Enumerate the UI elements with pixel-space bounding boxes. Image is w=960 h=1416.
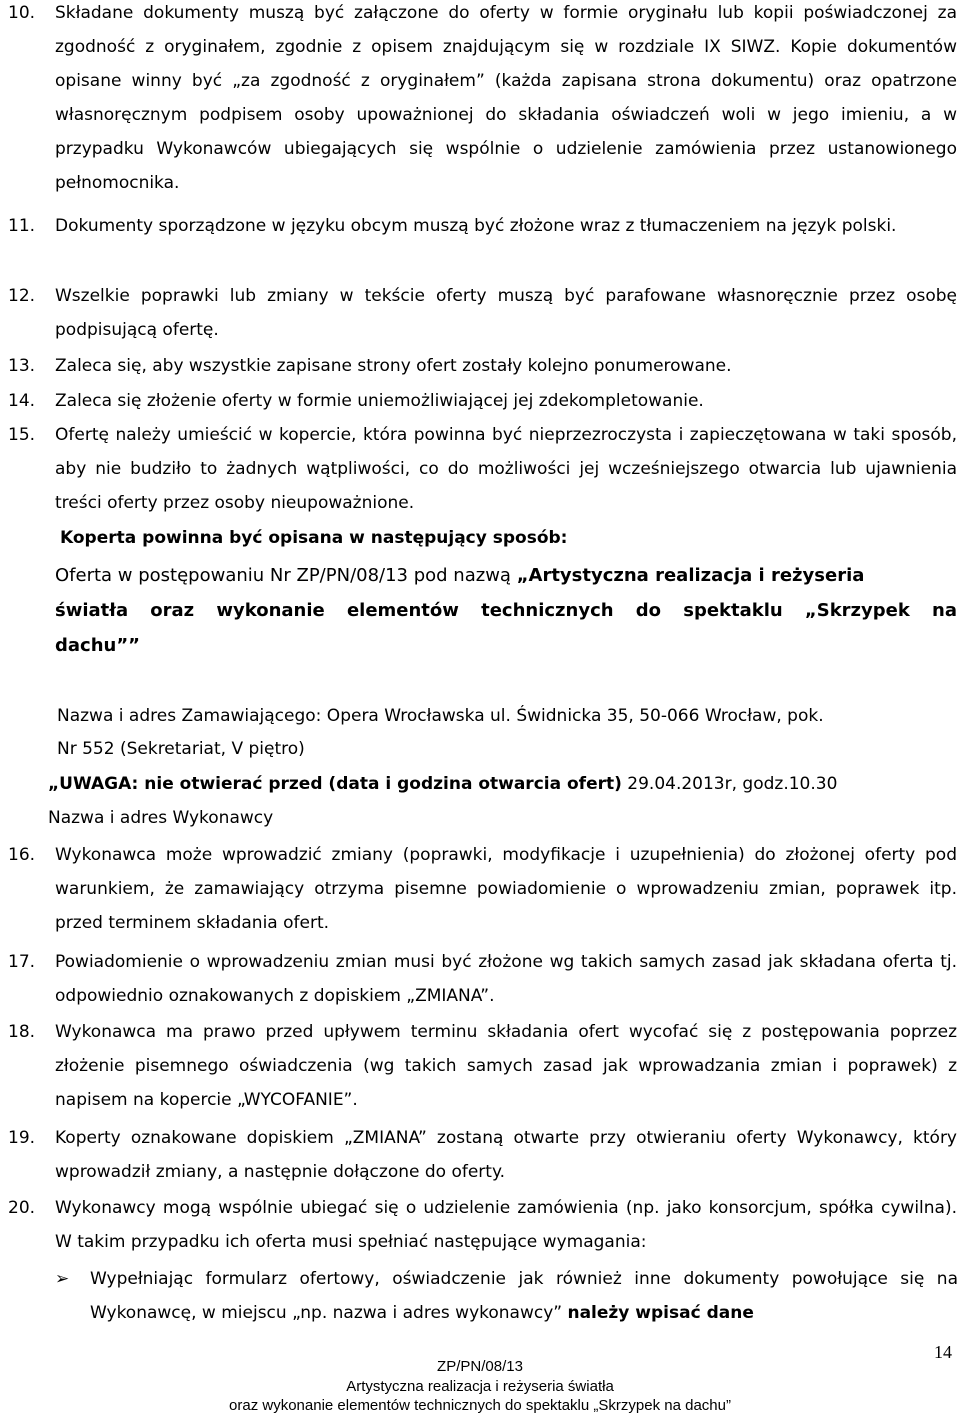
page-number: 14	[934, 1342, 952, 1362]
item-text: Wykonawcy mogą wspólnie ubiegać się o udzielenie zamówienia (np. jako konsorcjum, spółka cywilna). W takim przypadku ich oferta musi spełniać następujące wymagania:	[55, 1198, 957, 1252]
item-number: 12.	[8, 286, 36, 306]
offer-title-part-3: dachu””	[55, 635, 140, 656]
item-number: 11.	[8, 216, 36, 236]
item-text: Powiadomienie o wprowadzeniu zmian musi być złożone wg takich samych zasad jak składana oferta tj. odpowiednio oznakowanych z dopiskiem „ZMIANA”.	[55, 952, 957, 1006]
item-text: Wszelkie poprawki lub zmiany w tekście oferty muszą być parafowane własnoręcznie przez osobę podpisującą ofertę.	[55, 286, 957, 340]
offer-title-part-1: „Artystyczna realizacja i reżyseria	[516, 565, 865, 586]
bullet-text-bold: należy wpisać dane	[567, 1303, 754, 1323]
item-text: Zaleca się, aby wszystkie zapisane strony ofert zostały kolejno ponumerowane.	[55, 356, 732, 376]
item-text: Koperty oznakowane dopiskiem „ZMIANA” zostaną otwarte przy otwieraniu oferty Wykonawcy, który wprowadził zmiany, a następnie dołączone do oferty.	[55, 1128, 957, 1182]
item-text: Zaleca się złożenie oferty w formie uniemożliwiającej jej zdekompletowanie.	[55, 391, 704, 411]
envelope-offer-line-1	[55, 558, 957, 593]
offer-title-part-2: światła oraz wykonanie elementów technicznych do spektaklu „Skrzypek na	[55, 600, 957, 621]
item-number: 18.	[8, 1022, 36, 1042]
item-number: 20.	[8, 1198, 36, 1218]
bullet-text	[90, 1262, 958, 1330]
item-number: 14.	[8, 391, 36, 411]
item-text: Dokumenty sporządzone w języku obcym muszą być złożone wraz z tłumaczeniem na język polski.	[55, 216, 897, 236]
envelope-heading: Koperta powinna być opisana w następujący sposób:	[60, 528, 568, 548]
bullet-text-normal: Wypełniając formularz ofertowy, oświadczenie jak również inne dokumenty powołujące się na Wykonawcę, w miejscu „np. nazwa i adres wykonawcy”	[90, 1269, 958, 1323]
warning-date: 29.04.2013r, godz.10.30	[627, 774, 838, 794]
item-number: 19.	[8, 1128, 36, 1148]
offer-prefix: Oferta w postępowaniu Nr ZP/PN/08/13 pod nazwą	[55, 565, 511, 586]
recipient-address-line-1: Nazwa i adres Zamawiającego: Opera Wrocławska ul. Świdnicka 35, 50-066 Wrocław, pok.	[57, 706, 824, 726]
warning-label: „UWAGA: nie otwierać przed (data i godzina otwarcia ofert)	[48, 774, 622, 794]
item-text: Wykonawca może wprowadzić zmiany (poprawki, modyfikacje i uzupełnienia) do złożonej oferty pod warunkiem, że zamawiający otrzyma pisemne powiadomienie o wprowadzeniu zmian, poprawek itp. przed terminem składania ofert.	[55, 845, 957, 933]
arrow-bullet-icon: ➢	[55, 1269, 70, 1289]
footer-title-line-1: Artystyczna realizacja i reżyseria światła	[346, 1378, 614, 1395]
footer-title-line-2: oraz wykonanie elementów technicznych do spektaklu „Skrzypek na dachu”	[229, 1397, 731, 1414]
footer-case-number: ZP/PN/08/13	[437, 1358, 523, 1375]
item-number: 15.	[8, 425, 36, 445]
opening-warning	[48, 767, 837, 801]
item-number: 17.	[8, 952, 36, 972]
item-text: Składane dokumenty muszą być załączone do oferty w formie oryginału lub kopii poświadczonej za zgodność z oryginałem, zgodnie z opisem znajdującym się w rozdziale IX SIWZ. Kopie dokumentów opisane winny być „za zgodność z oryginałem” (każda zapisana strona dokumentu) oraz opatrzone własnoręcznym podpisem osoby upoważnionej do składania oświadczeń woli w jego imieniu, a w przypadku Wykonawców ubiegających się wspólnie o udzielenie zamówienia przez ustanowionego pełnomocnika.	[55, 3, 957, 193]
contractor-name-line: Nazwa i adres Wykonawcy	[48, 808, 274, 828]
recipient-address-line-2: Nr 552 (Sekretariat, V piętro)	[57, 739, 305, 759]
item-text: Wykonawca ma prawo przed upływem terminu składania ofert wycofać się z postępowania poprzez złożenie pisemnego oświadczenia (wg takich samych zasad jak wprowadzania zmian i poprawek) z napisem na kopercie „WYCOFANIE”.	[55, 1022, 957, 1110]
item-number: 16.	[8, 845, 36, 865]
item-text: Ofertę należy umieścić w kopercie, która powinna być nieprzezroczysta i zapieczętowana w taki sposób, aby nie budziło to żadnych wątpliwości, co do możliwości jej wcześniejszego otwarcia lub ujawnienia treści oferty przez osoby nieupoważnione.	[55, 425, 957, 513]
item-number: 10.	[8, 3, 36, 23]
item-number: 13.	[8, 356, 36, 376]
